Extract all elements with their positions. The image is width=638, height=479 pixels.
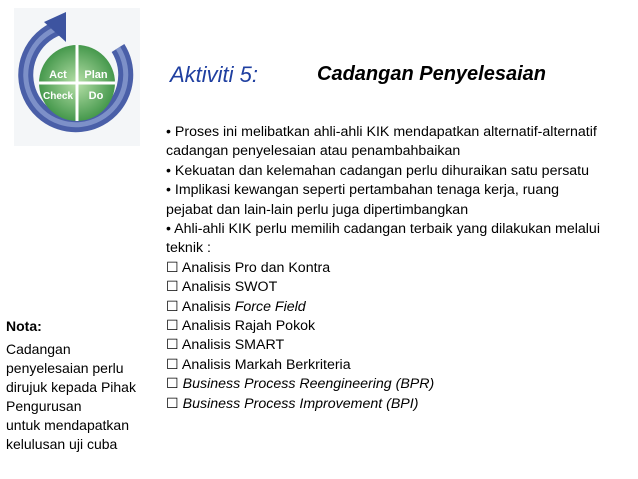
note-line: kelulusan uji cuba	[6, 436, 118, 452]
note-line: Pengurusan	[6, 398, 82, 414]
pdca-cycle-logo	[14, 8, 140, 146]
check-label: Check	[42, 91, 74, 102]
note-line: penyelesaian perlu	[6, 360, 124, 376]
pdca-cycle-icon	[14, 8, 140, 146]
method-item: ☐ Analisis Markah Berkriteria	[166, 356, 351, 373]
method-item: ☐ Analisis Pro dan Kontra	[166, 259, 331, 276]
method-item: ☐ Analisis SWOT	[166, 279, 278, 296]
slide-heading	[170, 62, 630, 92]
note-line: Cadangan	[6, 341, 71, 357]
bullet-line-6: • Ahli-ahli KIK perlu memilih cadangan terbaik yang dilakukan melalui	[166, 221, 600, 238]
bullet-line-4: • Implikasi kewangan seperti pertambahan tenaga kerja, ruang	[166, 182, 559, 199]
bullet-line-7: teknik :	[166, 240, 211, 257]
bullet-line-3: • Kekuatan dan kelemahan cadangan perlu dihuraikan satu persatu	[166, 162, 590, 179]
act-label: Act	[49, 69, 67, 81]
note-title: Nota:	[6, 318, 42, 334]
method-item: ☐ Analisis Force Field	[166, 298, 306, 315]
method-item: ☐ Business Process Reengineering (BPR)	[166, 376, 435, 393]
side-note	[6, 317, 156, 454]
method-item: ☐ Analisis SMART	[166, 337, 285, 354]
bullet-list	[166, 123, 634, 414]
plan-label: Plan	[84, 69, 108, 81]
note-line: dirujuk kepada Pihak	[6, 379, 136, 395]
activity-number: Aktiviti 5:	[170, 62, 259, 87]
note-line: untuk mendapatkan	[6, 417, 129, 433]
bullet-line-5: pejabat dan lain-lain perlu juga dipertimbangkan	[166, 201, 469, 218]
bullet-line-1: • Proses ini melibatkan ahli-ahli KIK mendapatkan alternatif-alternatif	[166, 124, 597, 140]
method-item: ☐ Business Process Improvement (BPI)	[166, 395, 419, 412]
method-item: ☐ Analisis Rajah Pokok	[166, 318, 316, 335]
activity-title: Cadangan Penyelesaian	[317, 63, 546, 85]
do-label: Do	[88, 90, 104, 102]
bullet-line-2: cadangan penyelesaian atau penambahbaikan	[166, 143, 461, 160]
